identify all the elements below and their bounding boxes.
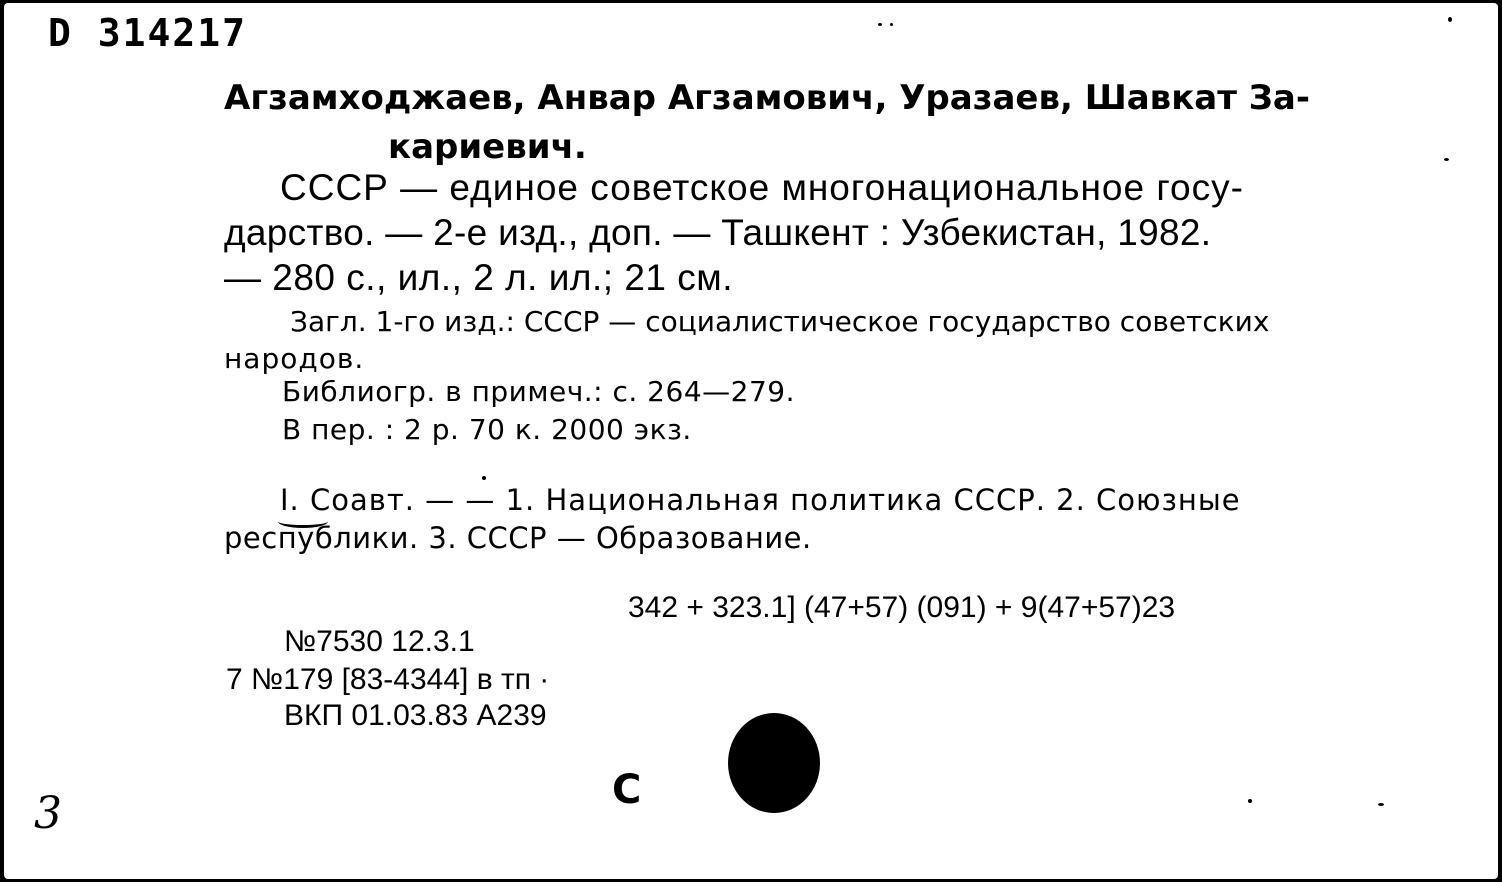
note-line: народов. [224,342,365,375]
order-line: 7 №179 [83-4344] в тп · [226,663,550,696]
note-line: В пер. : 2 р. 70 к. 2000 экз. [282,413,692,446]
note-line: Библиогр. в примеч.: с. 264—279. [282,375,795,408]
card-number: D 314217 [48,11,248,55]
tracing-line: республики. 3. СССР — Образование. [224,521,812,555]
authors-line: кариевич. [388,127,587,167]
letter-mark: С [612,767,642,813]
title-line: — 280 с., ил., 2 л. ил.; 21 см. [224,257,733,298]
speck [1248,799,1252,803]
tracing-line: I. Соавт. — — 1. Национальная политика СССР. 2. Союзные [280,483,1241,517]
title-line: СССР — единое советское многонациональное госу- [280,167,1244,208]
classification-code: 342 + 323.1] (47+57) (091) + 9(47+57)23 [628,591,1176,624]
order-line: №7530 12.3.1 [284,625,475,658]
order-line: ВКП 01.03.83 А239 [284,699,547,732]
speck [1378,803,1384,806]
note-line: Загл. 1-го изд.: СССР — социалистическое государство советских [290,305,1270,338]
speck [1448,17,1452,22]
speck [482,476,486,480]
speck [1444,158,1449,161]
title-line: дарство. — 2-е изд., доп. — Ташкент : Узбекистан, 1982. [224,212,1212,253]
punch-hole [728,713,820,813]
authors-line: Агзамходжаев, Анвар Агзамович, Уразаев, Шавкат За- [224,78,1310,118]
catalog-card [4,3,1498,879]
speck [890,23,893,26]
handwritten-mark: 3 [34,788,62,839]
speck [878,23,882,26]
